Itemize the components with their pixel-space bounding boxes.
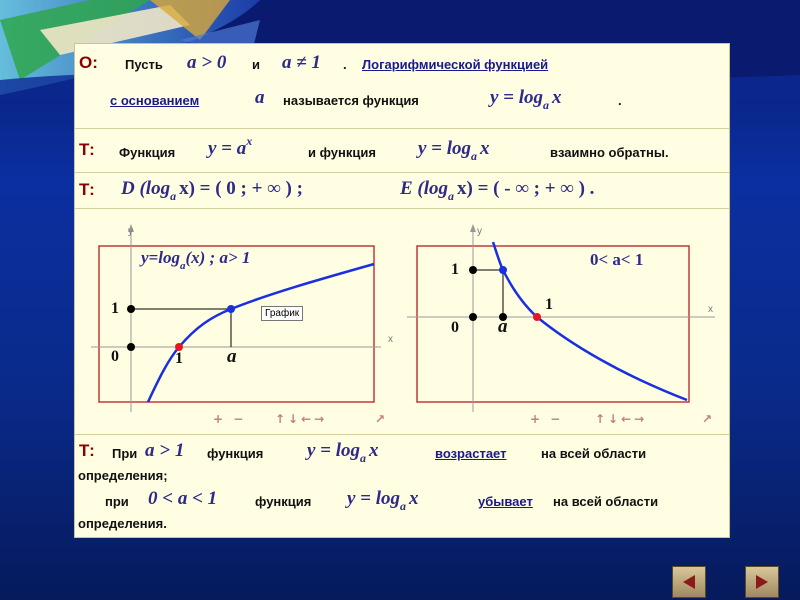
text-when: При bbox=[112, 446, 138, 461]
tick-label-x1: 1 bbox=[545, 296, 553, 313]
tick-label-a: a bbox=[498, 316, 508, 337]
point-origin bbox=[127, 343, 135, 351]
prev-slide-button[interactable] bbox=[672, 566, 706, 598]
point-y-one bbox=[469, 266, 477, 274]
math-y-eq-a: y = a bbox=[208, 138, 247, 159]
math-sub-a-3: a bbox=[170, 189, 177, 203]
math-range-left: E (log bbox=[400, 178, 449, 199]
definition-tag: О: bbox=[79, 53, 98, 72]
theorem2-tag: Т: bbox=[79, 180, 95, 199]
link-log-function[interactable]: Логарифмической функцией bbox=[362, 57, 549, 72]
text-domain-word: определения; bbox=[78, 468, 168, 483]
math-y-eq-log: y = log bbox=[490, 87, 544, 108]
separator bbox=[75, 128, 729, 129]
graph-left-frame bbox=[99, 246, 374, 402]
math-log-formula-3 bbox=[307, 440, 379, 465]
math-a-ne-1: a ≠ 1 bbox=[282, 52, 321, 73]
link-increases[interactable]: возрастает bbox=[435, 446, 507, 461]
point-origin bbox=[469, 313, 477, 321]
math-domain-left: D (log bbox=[121, 178, 171, 199]
text-let: Пусть bbox=[125, 57, 163, 72]
graph-tooltip: График bbox=[261, 306, 303, 321]
point-y-one bbox=[127, 305, 135, 313]
math-sub-a-4: a bbox=[448, 189, 455, 203]
math-log-formula bbox=[418, 138, 490, 163]
tick-label-1: 1 bbox=[111, 300, 119, 317]
triangle-left-icon bbox=[680, 573, 698, 591]
link-decreases[interactable]: убывает bbox=[478, 494, 533, 509]
math-exp-formula bbox=[208, 134, 253, 160]
x-axis-label: x bbox=[708, 304, 713, 315]
math-range-right: x) = ( - ∞ ; + ∞ ) . bbox=[457, 178, 595, 199]
math-a: a bbox=[255, 87, 265, 108]
theorem3-tag: Т: bbox=[79, 441, 95, 460]
text-when-2: при bbox=[105, 494, 129, 509]
tick-label-x1: 1 bbox=[175, 350, 183, 367]
math-a-gt-0: a > 0 bbox=[187, 52, 227, 73]
math-x-2: x bbox=[480, 138, 490, 159]
math-x: x bbox=[552, 87, 562, 108]
next-slide-button[interactable] bbox=[745, 566, 779, 598]
text-function-2: функция bbox=[255, 494, 312, 509]
graph-left[interactable] bbox=[91, 224, 393, 424]
graph-left-formula bbox=[141, 248, 251, 272]
math-domain bbox=[121, 178, 303, 203]
math-sub-a: a bbox=[543, 98, 550, 112]
math-y-eq-log-3: y = log bbox=[307, 440, 361, 461]
point-a-blue bbox=[227, 305, 235, 313]
text-called: называется функция bbox=[283, 93, 419, 108]
pan-controls-right[interactable]: ↑↓←→ bbox=[595, 412, 648, 426]
math-x-3: x bbox=[369, 440, 379, 461]
graph-right[interactable] bbox=[405, 224, 725, 424]
reset-control-left[interactable]: ↗ bbox=[375, 412, 389, 426]
tick-label-0: 0 bbox=[451, 319, 459, 336]
text-and-function: и функция bbox=[308, 145, 376, 160]
text-dot: . bbox=[343, 57, 347, 72]
tick-label-0: 0 bbox=[111, 348, 119, 365]
formula-left-rest: (x) ; a> 1 bbox=[185, 248, 251, 267]
text-rest-1: на всей области bbox=[541, 446, 647, 461]
content-panel bbox=[74, 43, 730, 538]
y-axis-label: y bbox=[477, 226, 482, 237]
zoom-controls-right[interactable]: + − bbox=[530, 412, 564, 426]
reset-control-right[interactable]: ↗ bbox=[702, 412, 716, 426]
tick-label-1: 1 bbox=[451, 261, 459, 278]
math-domain-right: x) = ( 0 ; + ∞ ) ; bbox=[179, 178, 303, 199]
math-sup-x: x bbox=[246, 134, 253, 148]
separator bbox=[75, 434, 729, 435]
zoom-controls-left[interactable]: + − bbox=[213, 412, 247, 426]
text-domain-word-2: определения. bbox=[78, 516, 167, 531]
tick-label-a: a bbox=[227, 346, 237, 367]
log-curve-increasing bbox=[148, 264, 374, 402]
text-dot-2: . bbox=[618, 93, 622, 108]
link-with-base[interactable]: с основанием bbox=[110, 93, 200, 108]
math-y-eq-log-2: y = log bbox=[418, 138, 472, 159]
y-axis-arrow bbox=[470, 224, 476, 232]
text-function: функция bbox=[207, 446, 264, 461]
y-axis-label: y bbox=[128, 226, 133, 237]
theorem1-tag: Т: bbox=[79, 140, 95, 159]
formula-left-sub: a bbox=[179, 260, 186, 272]
math-log-formula-4 bbox=[347, 488, 419, 513]
point-one-red bbox=[533, 313, 541, 321]
graph-right-formula: 0< a< 1 bbox=[590, 250, 644, 269]
pan-controls-left[interactable]: ↑↓←→ bbox=[275, 412, 328, 426]
separator bbox=[75, 172, 729, 173]
math-sub-a-2: a bbox=[471, 149, 478, 163]
math-a-gt-1: a > 1 bbox=[145, 440, 185, 461]
text-and: и bbox=[252, 57, 260, 72]
math-y-eq-log-4: y = log bbox=[347, 488, 401, 509]
math-cond-2: 0 < a < 1 bbox=[148, 488, 218, 509]
text-function: Функция bbox=[119, 145, 176, 160]
math-sub-a-5: a bbox=[360, 451, 367, 465]
text-mutual: взаимно обратны. bbox=[550, 145, 669, 160]
math-sub-a-6: a bbox=[400, 499, 407, 513]
math-x-4: x bbox=[409, 488, 419, 509]
math-formula bbox=[490, 87, 562, 112]
formula-left: y=log bbox=[141, 248, 180, 267]
x-axis-label: x bbox=[388, 334, 393, 345]
triangle-right-icon bbox=[753, 573, 771, 591]
math-range bbox=[400, 178, 595, 203]
separator bbox=[75, 208, 729, 209]
text-rest-2: на всей области bbox=[553, 494, 659, 509]
point-a-blue bbox=[499, 266, 507, 274]
